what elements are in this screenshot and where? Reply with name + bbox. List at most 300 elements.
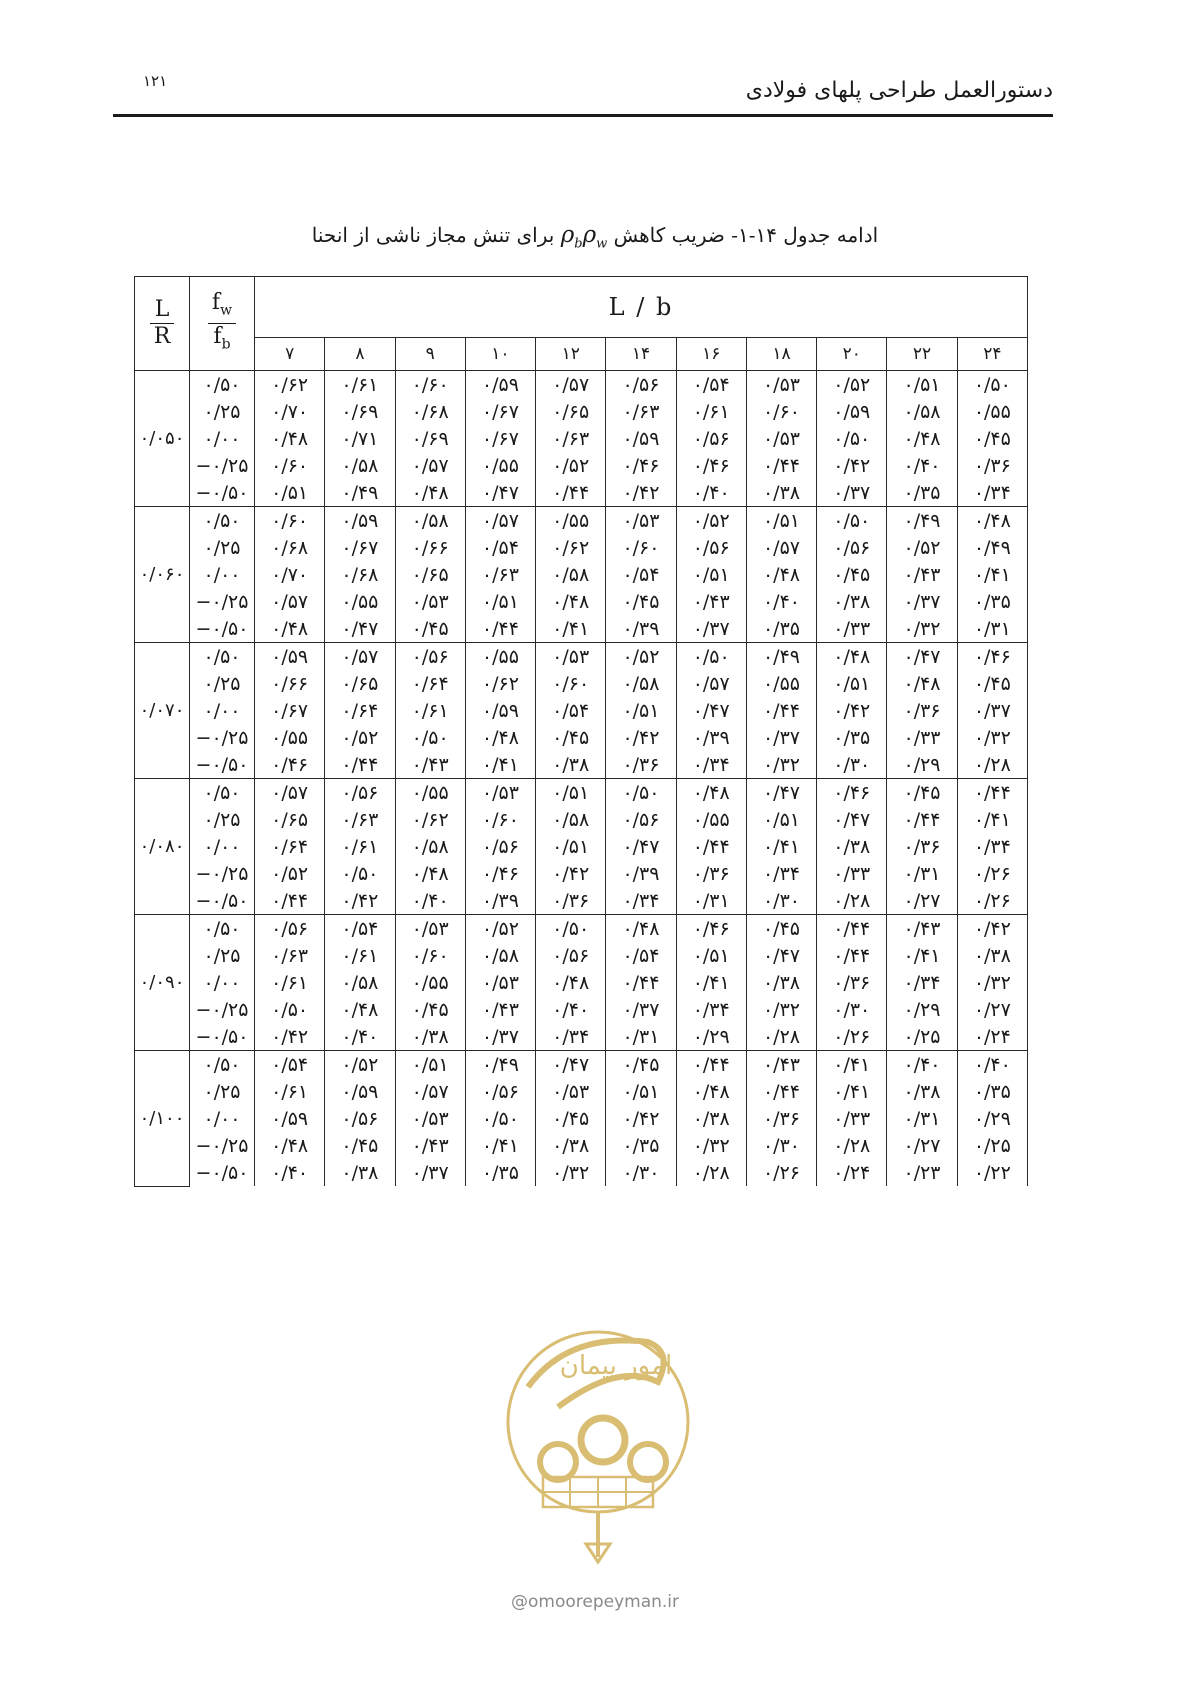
reduction-factor-cell: ۰/۳۶ (957, 452, 1027, 479)
reduction-factor-cell: ۰/۵۷ (255, 588, 325, 615)
fw-fb-value-cell: −۰/۲۵ (190, 860, 255, 887)
table-caption (0, 222, 1190, 252)
reduction-factor-cell: ۰/۳۹ (465, 887, 535, 915)
reduction-factor-cell: ۰/۳۷ (676, 615, 746, 643)
reduction-factor-table (134, 276, 1028, 1187)
reduction-factor-cell: ۰/۳۵ (817, 724, 887, 751)
reduction-factor-cell: ۰/۴۳ (395, 751, 465, 779)
table-row (135, 1023, 1028, 1051)
reduction-factor-cell: ۰/۴۲ (817, 697, 887, 724)
reduction-factor-cell: ۰/۵۲ (465, 915, 535, 943)
reduction-factor-cell: ۰/۶۱ (325, 371, 395, 399)
table-row (135, 1051, 1028, 1079)
table-row (135, 860, 1028, 887)
reduction-factor-cell: ۰/۳۳ (817, 1105, 887, 1132)
omoorepeyman-logo (498, 1312, 698, 1582)
reduction-factor-cell: ۰/۴۰ (325, 1023, 395, 1051)
reduction-factor-cell: ۰/۵۸ (395, 507, 465, 535)
reduction-factor-cell: ۰/۴۶ (606, 452, 676, 479)
fw-fb-value-cell: −۰/۲۵ (190, 452, 255, 479)
reduction-factor-cell: ۰/۶۰ (536, 670, 606, 697)
reduction-factor-cell: ۰/۴۸ (817, 643, 887, 671)
fw-fb-value-cell: ۰/۲۵ (190, 942, 255, 969)
fw-fb-value-cell: ۰/۲۵ (190, 398, 255, 425)
reduction-factor-cell: ۰/۵۴ (325, 915, 395, 943)
reduction-factor-cell: ۰/۳۸ (746, 479, 816, 507)
reduction-factor-cell: ۰/۴۲ (606, 724, 676, 751)
reduction-factor-cell: ۰/۵۳ (395, 588, 465, 615)
reduction-factor-cell: ۰/۳۶ (536, 887, 606, 915)
table-row (135, 751, 1028, 779)
reduction-factor-cell: ۰/۵۱ (606, 1078, 676, 1105)
reduction-factor-cell: ۰/۴۱ (817, 1051, 887, 1079)
reduction-factor-cell: ۰/۲۵ (887, 1023, 957, 1051)
reduction-factor-cell: ۰/۳۵ (957, 588, 1027, 615)
reduction-factor-cell: ۰/۳۴ (887, 969, 957, 996)
reduction-factor-cell: ۰/۴۰ (887, 1051, 957, 1079)
reduction-factor-cell: ۰/۴۲ (536, 860, 606, 887)
reduction-factor-cell: ۰/۳۵ (746, 615, 816, 643)
reduction-factor-cell: ۰/۵۶ (465, 1078, 535, 1105)
reduction-factor-cell: ۰/۴۰ (957, 1051, 1027, 1079)
reduction-factor-cell: ۰/۴۴ (746, 452, 816, 479)
caption-text-after: برای تنش مجاز ناشی از انحنا (311, 223, 555, 247)
reduction-factor-cell: ۰/۵۶ (255, 915, 325, 943)
reduction-factor-cell: ۰/۵۱ (746, 806, 816, 833)
reduction-factor-cell: ۰/۳۴ (536, 1023, 606, 1051)
reduction-factor-cell: ۰/۳۷ (746, 724, 816, 751)
reduction-factor-cell: ۰/۵۷ (255, 779, 325, 807)
reduction-factor-cell: ۰/۵۵ (255, 724, 325, 751)
reduction-factor-cell: ۰/۲۸ (746, 1023, 816, 1051)
reduction-factor-cell: ۰/۴۲ (957, 915, 1027, 943)
reduction-factor-cell: ۰/۵۶ (325, 779, 395, 807)
reduction-factor-cell: ۰/۴۷ (325, 615, 395, 643)
reduction-factor-cell: ۰/۴۵ (325, 1132, 395, 1159)
reduction-factor-cell: ۰/۲۷ (887, 887, 957, 915)
reduction-factor-cell: ۰/۴۵ (957, 670, 1027, 697)
lb-value-header: ۱۰ (465, 338, 535, 371)
reduction-factor-cell: ۰/۴۰ (887, 452, 957, 479)
reduction-factor-cell: ۰/۳۰ (746, 1132, 816, 1159)
reduction-factor-cell: ۰/۳۶ (676, 860, 746, 887)
table-row (135, 425, 1028, 452)
reduction-factor-cell: ۰/۵۵ (325, 588, 395, 615)
reduction-factor-cell: ۰/۴۷ (887, 643, 957, 671)
table-row (135, 969, 1028, 996)
lb-value-header: ۱۲ (536, 338, 606, 371)
table-row (135, 371, 1028, 399)
reduction-factor-cell: ۰/۵۳ (746, 371, 816, 399)
reduction-factor-cell: ۰/۴۰ (536, 996, 606, 1023)
lr-value-cell: ۰/۱۰۰ (135, 1051, 190, 1187)
table-row (135, 588, 1028, 615)
reduction-factor-cell: ۰/۵۶ (606, 371, 676, 399)
reduction-factor-cell: ۰/۴۶ (676, 915, 746, 943)
reduction-factor-cell: ۰/۲۸ (957, 751, 1027, 779)
reduction-factor-cell: ۰/۶۰ (746, 398, 816, 425)
reduction-factor-cell: ۰/۴۲ (817, 452, 887, 479)
reduction-factor-cell: ۰/۲۹ (957, 1105, 1027, 1132)
fw-fb-value-cell: −۰/۲۵ (190, 996, 255, 1023)
reduction-factor-cell: ۰/۴۸ (255, 1132, 325, 1159)
reduction-factor-cell: ۰/۴۵ (536, 724, 606, 751)
reduction-factor-cell: ۰/۳۸ (887, 1078, 957, 1105)
reduction-factor-cell: ۰/۵۵ (746, 670, 816, 697)
reduction-factor-cell: ۰/۵۳ (395, 1105, 465, 1132)
reduction-factor-cell: ۰/۳۱ (676, 887, 746, 915)
reduction-factor-cell: ۰/۵۰ (817, 425, 887, 452)
reduction-factor-cell: ۰/۵۸ (325, 969, 395, 996)
lb-value-header: ۲۲ (887, 338, 957, 371)
lb-header: L / b (255, 277, 1028, 338)
reduction-factor-cell: ۰/۲۶ (957, 860, 1027, 887)
reduction-factor-cell: ۰/۶۸ (325, 561, 395, 588)
reduction-factor-cell: ۰/۴۴ (536, 479, 606, 507)
table-row (135, 507, 1028, 535)
reduction-factor-cell: ۰/۶۵ (255, 806, 325, 833)
reduction-factor-cell: ۰/۶۵ (325, 670, 395, 697)
reduction-factor-cell: ۰/۷۱ (325, 425, 395, 452)
reduction-factor-cell: ۰/۴۹ (957, 534, 1027, 561)
reduction-factor-cell: ۰/۵۱ (746, 507, 816, 535)
reduction-factor-cell: ۰/۳۰ (746, 887, 816, 915)
fw-fb-value-cell: −۰/۵۰ (190, 615, 255, 643)
fw-fb-value-cell: ۰/۲۵ (190, 1078, 255, 1105)
reduction-factor-cell: ۰/۵۰ (817, 507, 887, 535)
reduction-factor-cell: ۰/۵۷ (536, 371, 606, 399)
reduction-factor-cell: ۰/۵۶ (536, 942, 606, 969)
reduction-factor-cell: ۰/۴۸ (255, 615, 325, 643)
reduction-factor-cell: ۰/۳۲ (957, 724, 1027, 751)
reduction-factor-cell: ۰/۳۸ (817, 588, 887, 615)
reduction-factor-cell: ۰/۵۷ (746, 534, 816, 561)
reduction-factor-cell: ۰/۵۹ (255, 643, 325, 671)
reduction-factor-cell: ۰/۵۲ (676, 507, 746, 535)
reduction-factor-cell: ۰/۵۵ (465, 643, 535, 671)
reduction-factor-cell: ۰/۴۶ (817, 779, 887, 807)
reduction-factor-cell: ۰/۵۸ (395, 833, 465, 860)
reduction-factor-cell: ۰/۲۶ (957, 887, 1027, 915)
reduction-factor-cell: ۰/۵۸ (536, 806, 606, 833)
reduction-factor-cell: ۰/۳۶ (606, 751, 676, 779)
reduction-factor-cell: ۰/۳۴ (676, 751, 746, 779)
lr-column-header: $\frac{L}{R}$ (135, 277, 190, 371)
reduction-factor-cell: ۰/۴۴ (817, 915, 887, 943)
reduction-factor-cell: ۰/۶۰ (255, 507, 325, 535)
reduction-factor-cell: ۰/۵۹ (465, 371, 535, 399)
reduction-factor-cell: ۰/۴۸ (395, 479, 465, 507)
table-row (135, 452, 1028, 479)
reduction-factor-cell: ۰/۳۲ (957, 969, 1027, 996)
reduction-factor-cell: ۰/۳۴ (746, 860, 816, 887)
reduction-factor-cell: ۰/۶۲ (255, 371, 325, 399)
fw-fb-value-cell: ۰/۵۰ (190, 779, 255, 807)
reduction-factor-cell: ۰/۳۳ (817, 860, 887, 887)
fw-fb-value-cell: −۰/۵۰ (190, 1159, 255, 1186)
reduction-factor-cell: ۰/۵۲ (325, 724, 395, 751)
reduction-factor-cell: ۰/۴۱ (676, 969, 746, 996)
reduction-factor-cell: ۰/۴۴ (887, 806, 957, 833)
reduction-factor-cell: ۰/۵۰ (676, 643, 746, 671)
reduction-factor-cell: ۰/۵۶ (676, 425, 746, 452)
reduction-factor-cell: ۰/۴۳ (676, 588, 746, 615)
reduction-factor-cell: ۰/۵۵ (395, 969, 465, 996)
table-row (135, 996, 1028, 1023)
fw-fb-value-cell: −۰/۲۵ (190, 588, 255, 615)
reduction-factor-cell: ۰/۵۹ (817, 398, 887, 425)
reduction-factor-cell: ۰/۲۷ (957, 996, 1027, 1023)
reduction-factor-cell: ۰/۲۲ (957, 1159, 1027, 1186)
table-row (135, 724, 1028, 751)
table-row (135, 942, 1028, 969)
fw-fb-value-cell: ۰/۰۰ (190, 561, 255, 588)
logo-gear-left (540, 1444, 576, 1480)
reduction-factor-cell: ۰/۶۱ (255, 969, 325, 996)
reduction-factor-cell: ۰/۵۳ (395, 915, 465, 943)
reduction-factor-cell: ۰/۲۴ (957, 1023, 1027, 1051)
fw-fb-value-cell: ۰/۵۰ (190, 915, 255, 943)
lr-value-cell: ۰/۰۶۰ (135, 507, 190, 643)
lr-value-cell: ۰/۰۹۰ (135, 915, 190, 1051)
reduction-factor-cell: ۰/۵۴ (606, 561, 676, 588)
reduction-factor-cell: ۰/۴۷ (746, 942, 816, 969)
reduction-factor-cell: ۰/۳۴ (957, 479, 1027, 507)
reduction-factor-cell: ۰/۵۱ (887, 371, 957, 399)
reduction-factor-cell: ۰/۴۲ (606, 1105, 676, 1132)
reduction-factor-cell: ۰/۴۱ (817, 1078, 887, 1105)
reduction-factor-cell: ۰/۶۹ (325, 398, 395, 425)
reduction-factor-cell: ۰/۴۵ (817, 561, 887, 588)
reduction-factor-cell: ۰/۴۳ (887, 915, 957, 943)
reduction-factor-cell: ۰/۵۸ (325, 452, 395, 479)
lb-value-header: ۸ (325, 338, 395, 371)
lr-value-cell: ۰/۰۸۰ (135, 779, 190, 915)
reduction-factor-cell: ۰/۴۵ (746, 915, 816, 943)
reduction-factor-cell: ۰/۵۲ (817, 371, 887, 399)
reduction-factor-cell: ۰/۴۷ (746, 779, 816, 807)
reduction-factor-cell: ۰/۳۸ (957, 942, 1027, 969)
table-row (135, 479, 1028, 507)
fw-fb-value-cell: ۰/۵۰ (190, 1051, 255, 1079)
reduction-factor-cell: ۰/۳۹ (676, 724, 746, 751)
reduction-factor-cell: ۰/۴۱ (746, 833, 816, 860)
reduction-factor-cell: ۰/۳۸ (536, 751, 606, 779)
reduction-factor-cell: ۰/۷۰ (255, 398, 325, 425)
fw-fb-value-cell: ۰/۰۰ (190, 969, 255, 996)
reduction-factor-cell: ۰/۵۱ (676, 561, 746, 588)
reduction-factor-cell: ۰/۵۷ (325, 643, 395, 671)
lb-values-row (135, 338, 1028, 371)
reduction-factor-cell: ۰/۵۶ (606, 806, 676, 833)
reduction-factor-cell: ۰/۵۱ (465, 588, 535, 615)
reduction-factor-cell: ۰/۴۸ (606, 915, 676, 943)
reduction-factor-cell: ۰/۴۰ (255, 1159, 325, 1186)
reduction-factor-cell: ۰/۳۱ (887, 1105, 957, 1132)
reduction-factor-cell: ۰/۶۷ (255, 697, 325, 724)
table-row (135, 806, 1028, 833)
reduction-factor-cell: ۰/۴۷ (606, 833, 676, 860)
reduction-factor-cell: ۰/۴۵ (887, 779, 957, 807)
reduction-factor-cell: ۰/۵۹ (255, 1105, 325, 1132)
reduction-factor-cell: ۰/۳۸ (536, 1132, 606, 1159)
reduction-factor-cell: ۰/۵۵ (676, 806, 746, 833)
reduction-factor-cell: ۰/۲۹ (676, 1023, 746, 1051)
reduction-factor-cell: ۰/۴۷ (465, 479, 535, 507)
reduction-factor-cell: ۰/۶۳ (536, 425, 606, 452)
reduction-factor-cell: ۰/۵۰ (606, 779, 676, 807)
reduction-factor-cell: ۰/۴۱ (536, 615, 606, 643)
reduction-factor-cell: ۰/۴۳ (395, 1132, 465, 1159)
reduction-factor-cell: ۰/۶۳ (325, 806, 395, 833)
reduction-factor-cell: ۰/۴۸ (465, 724, 535, 751)
reduction-factor-cell: ۰/۵۲ (887, 534, 957, 561)
reduction-factor-cell: ۰/۵۰ (536, 915, 606, 943)
reduction-factor-cell: ۰/۶۱ (255, 1078, 325, 1105)
reduction-factor-cell: ۰/۴۰ (746, 588, 816, 615)
reduction-factor-cell: ۰/۴۴ (957, 779, 1027, 807)
watermark-site-text: @omoorepeyman.ir (510, 1592, 680, 1612)
reduction-factor-cell: ۰/۴۴ (676, 1051, 746, 1079)
lb-value-header: ۱۶ (676, 338, 746, 371)
reduction-factor-cell: ۰/۴۸ (887, 670, 957, 697)
fw-fb-value-cell: −۰/۲۵ (190, 1132, 255, 1159)
fw-fb-value-cell: ۰/۰۰ (190, 425, 255, 452)
reduction-factor-cell: ۰/۳۷ (465, 1023, 535, 1051)
reduction-factor-cell: ۰/۴۸ (676, 779, 746, 807)
reduction-factor-cell: ۰/۴۸ (746, 561, 816, 588)
reduction-factor-cell: ۰/۴۳ (746, 1051, 816, 1079)
reduction-factor-cell: ۰/۲۴ (817, 1159, 887, 1186)
reduction-factor-cell: ۰/۵۰ (395, 724, 465, 751)
reduction-factor-cell: ۰/۶۹ (395, 425, 465, 452)
reduction-factor-cell: ۰/۲۶ (746, 1159, 816, 1186)
reduction-factor-cell: ۰/۳۹ (606, 860, 676, 887)
reduction-factor-cell: ۰/۳۶ (746, 1105, 816, 1132)
reduction-factor-cell: ۰/۳۲ (746, 751, 816, 779)
fw-fb-value-cell: −۰/۵۰ (190, 887, 255, 915)
reduction-factor-cell: ۰/۶۴ (395, 670, 465, 697)
reduction-factor-cell: ۰/۴۸ (957, 507, 1027, 535)
reduction-factor-cell: ۰/۳۴ (957, 833, 1027, 860)
reduction-factor-cell: ۰/۴۲ (325, 887, 395, 915)
reduction-factor-cell: ۰/۴۱ (465, 1132, 535, 1159)
reduction-factor-cell: ۰/۴۰ (676, 479, 746, 507)
lb-value-header: ۱۴ (606, 338, 676, 371)
reduction-factor-cell: ۰/۴۸ (887, 425, 957, 452)
reduction-factor-cell: ۰/۴۹ (887, 507, 957, 535)
reduction-factor-cell: ۰/۳۴ (676, 996, 746, 1023)
reduction-factor-cell: ۰/۴۱ (887, 942, 957, 969)
table-row (135, 643, 1028, 671)
table-row (135, 670, 1028, 697)
fw-fb-value-cell: ۰/۲۵ (190, 534, 255, 561)
fw-fb-value-cell: ۰/۰۰ (190, 697, 255, 724)
reduction-factor-cell: ۰/۲۸ (817, 887, 887, 915)
page-header (113, 62, 1053, 117)
reduction-factor-cell: ۰/۳۰ (817, 751, 887, 779)
table-row (135, 887, 1028, 915)
reduction-factor-cell: ۰/۵۶ (817, 534, 887, 561)
logo-gear-right (630, 1444, 666, 1480)
reduction-factor-cell: ۰/۵۹ (606, 425, 676, 452)
reduction-factor-cell: ۰/۴۶ (957, 643, 1027, 671)
reduction-factor-cell: ۰/۵۸ (536, 561, 606, 588)
table-row (135, 779, 1028, 807)
reduction-factor-cell: ۰/۲۹ (887, 996, 957, 1023)
reduction-factor-cell: ۰/۲۸ (676, 1159, 746, 1186)
reduction-factor-cell: ۰/۴۸ (676, 1078, 746, 1105)
fw-fb-value-cell: ۰/۲۵ (190, 806, 255, 833)
reduction-factor-cell: ۰/۴۸ (325, 996, 395, 1023)
reduction-factor-cell: ۰/۳۱ (887, 860, 957, 887)
reduction-factor-cell: ۰/۶۱ (676, 398, 746, 425)
reduction-factor-cell: ۰/۶۰ (255, 452, 325, 479)
caption-text-before: ادامه جدول ۱۴-۱- ضریب کاهش (613, 223, 879, 247)
lb-value-header: ۲۰ (817, 338, 887, 371)
reduction-factor-cell: ۰/۴۰ (395, 887, 465, 915)
reduction-factor-cell: ۰/۵۵ (465, 452, 535, 479)
reduction-factor-cell: ۰/۶۸ (255, 534, 325, 561)
reduction-factor-cell: ۰/۵۸ (606, 670, 676, 697)
reduction-factor-cell: ۰/۳۱ (606, 1023, 676, 1051)
reduction-factor-cell: ۰/۳۸ (746, 969, 816, 996)
reduction-factor-cell: ۰/۳۰ (817, 996, 887, 1023)
reduction-factor-cell: ۰/۶۱ (325, 833, 395, 860)
reduction-factor-cell: ۰/۳۸ (395, 1023, 465, 1051)
reduction-factor-cell: ۰/۴۶ (255, 751, 325, 779)
reduction-factor-cell: ۰/۴۴ (746, 1078, 816, 1105)
reduction-factor-cell: ۰/۳۵ (887, 479, 957, 507)
reduction-factor-cell: ۰/۵۰ (465, 1105, 535, 1132)
reduction-factor-cell: ۰/۴۴ (746, 697, 816, 724)
reduction-factor-cell: ۰/۶۸ (395, 398, 465, 425)
reduction-factor-cell: ۰/۵۲ (606, 643, 676, 671)
reduction-factor-cell: ۰/۴۱ (957, 561, 1027, 588)
table-row (135, 1159, 1028, 1186)
reduction-factor-cell: ۰/۵۵ (536, 507, 606, 535)
reduction-factor-cell: ۰/۵۶ (465, 833, 535, 860)
reduction-factor-cell: ۰/۴۲ (255, 1023, 325, 1051)
reduction-factor-cell: ۰/۵۱ (536, 779, 606, 807)
reduction-factor-cell: ۰/۴۴ (676, 833, 746, 860)
reduction-factor-cell: ۰/۲۸ (817, 1132, 887, 1159)
reduction-factor-cell: ۰/۴۵ (395, 996, 465, 1023)
table-row (135, 615, 1028, 643)
fw-fb-value-cell: −۰/۵۰ (190, 1023, 255, 1051)
reduction-factor-cell: ۰/۶۷ (325, 534, 395, 561)
reduction-factor-cell: ۰/۶۳ (255, 942, 325, 969)
reduction-factor-cell: ۰/۴۸ (255, 425, 325, 452)
reduction-factor-cell: ۰/۳۳ (817, 615, 887, 643)
reduction-factor-cell: ۰/۶۳ (606, 398, 676, 425)
reduction-factor-cell: ۰/۳۱ (957, 615, 1027, 643)
reduction-factor-cell: ۰/۵۰ (957, 371, 1027, 399)
fw-fb-value-cell: −۰/۵۰ (190, 751, 255, 779)
reduction-factor-cell: ۰/۳۵ (465, 1159, 535, 1186)
reduction-factor-cell: ۰/۴۳ (465, 996, 535, 1023)
reduction-factor-cell: ۰/۴۸ (395, 860, 465, 887)
reduction-factor-cell: ۰/۳۲ (746, 996, 816, 1023)
reduction-factor-cell: ۰/۴۷ (817, 806, 887, 833)
table-row (135, 1078, 1028, 1105)
table-row (135, 561, 1028, 588)
table-row (135, 1132, 1028, 1159)
reduction-factor-cell: ۰/۳۵ (957, 1078, 1027, 1105)
reduction-factor-cell: ۰/۵۷ (395, 452, 465, 479)
reduction-factor-cell: ۰/۵۱ (395, 1051, 465, 1079)
reduction-factor-cell: ۰/۳۸ (325, 1159, 395, 1186)
